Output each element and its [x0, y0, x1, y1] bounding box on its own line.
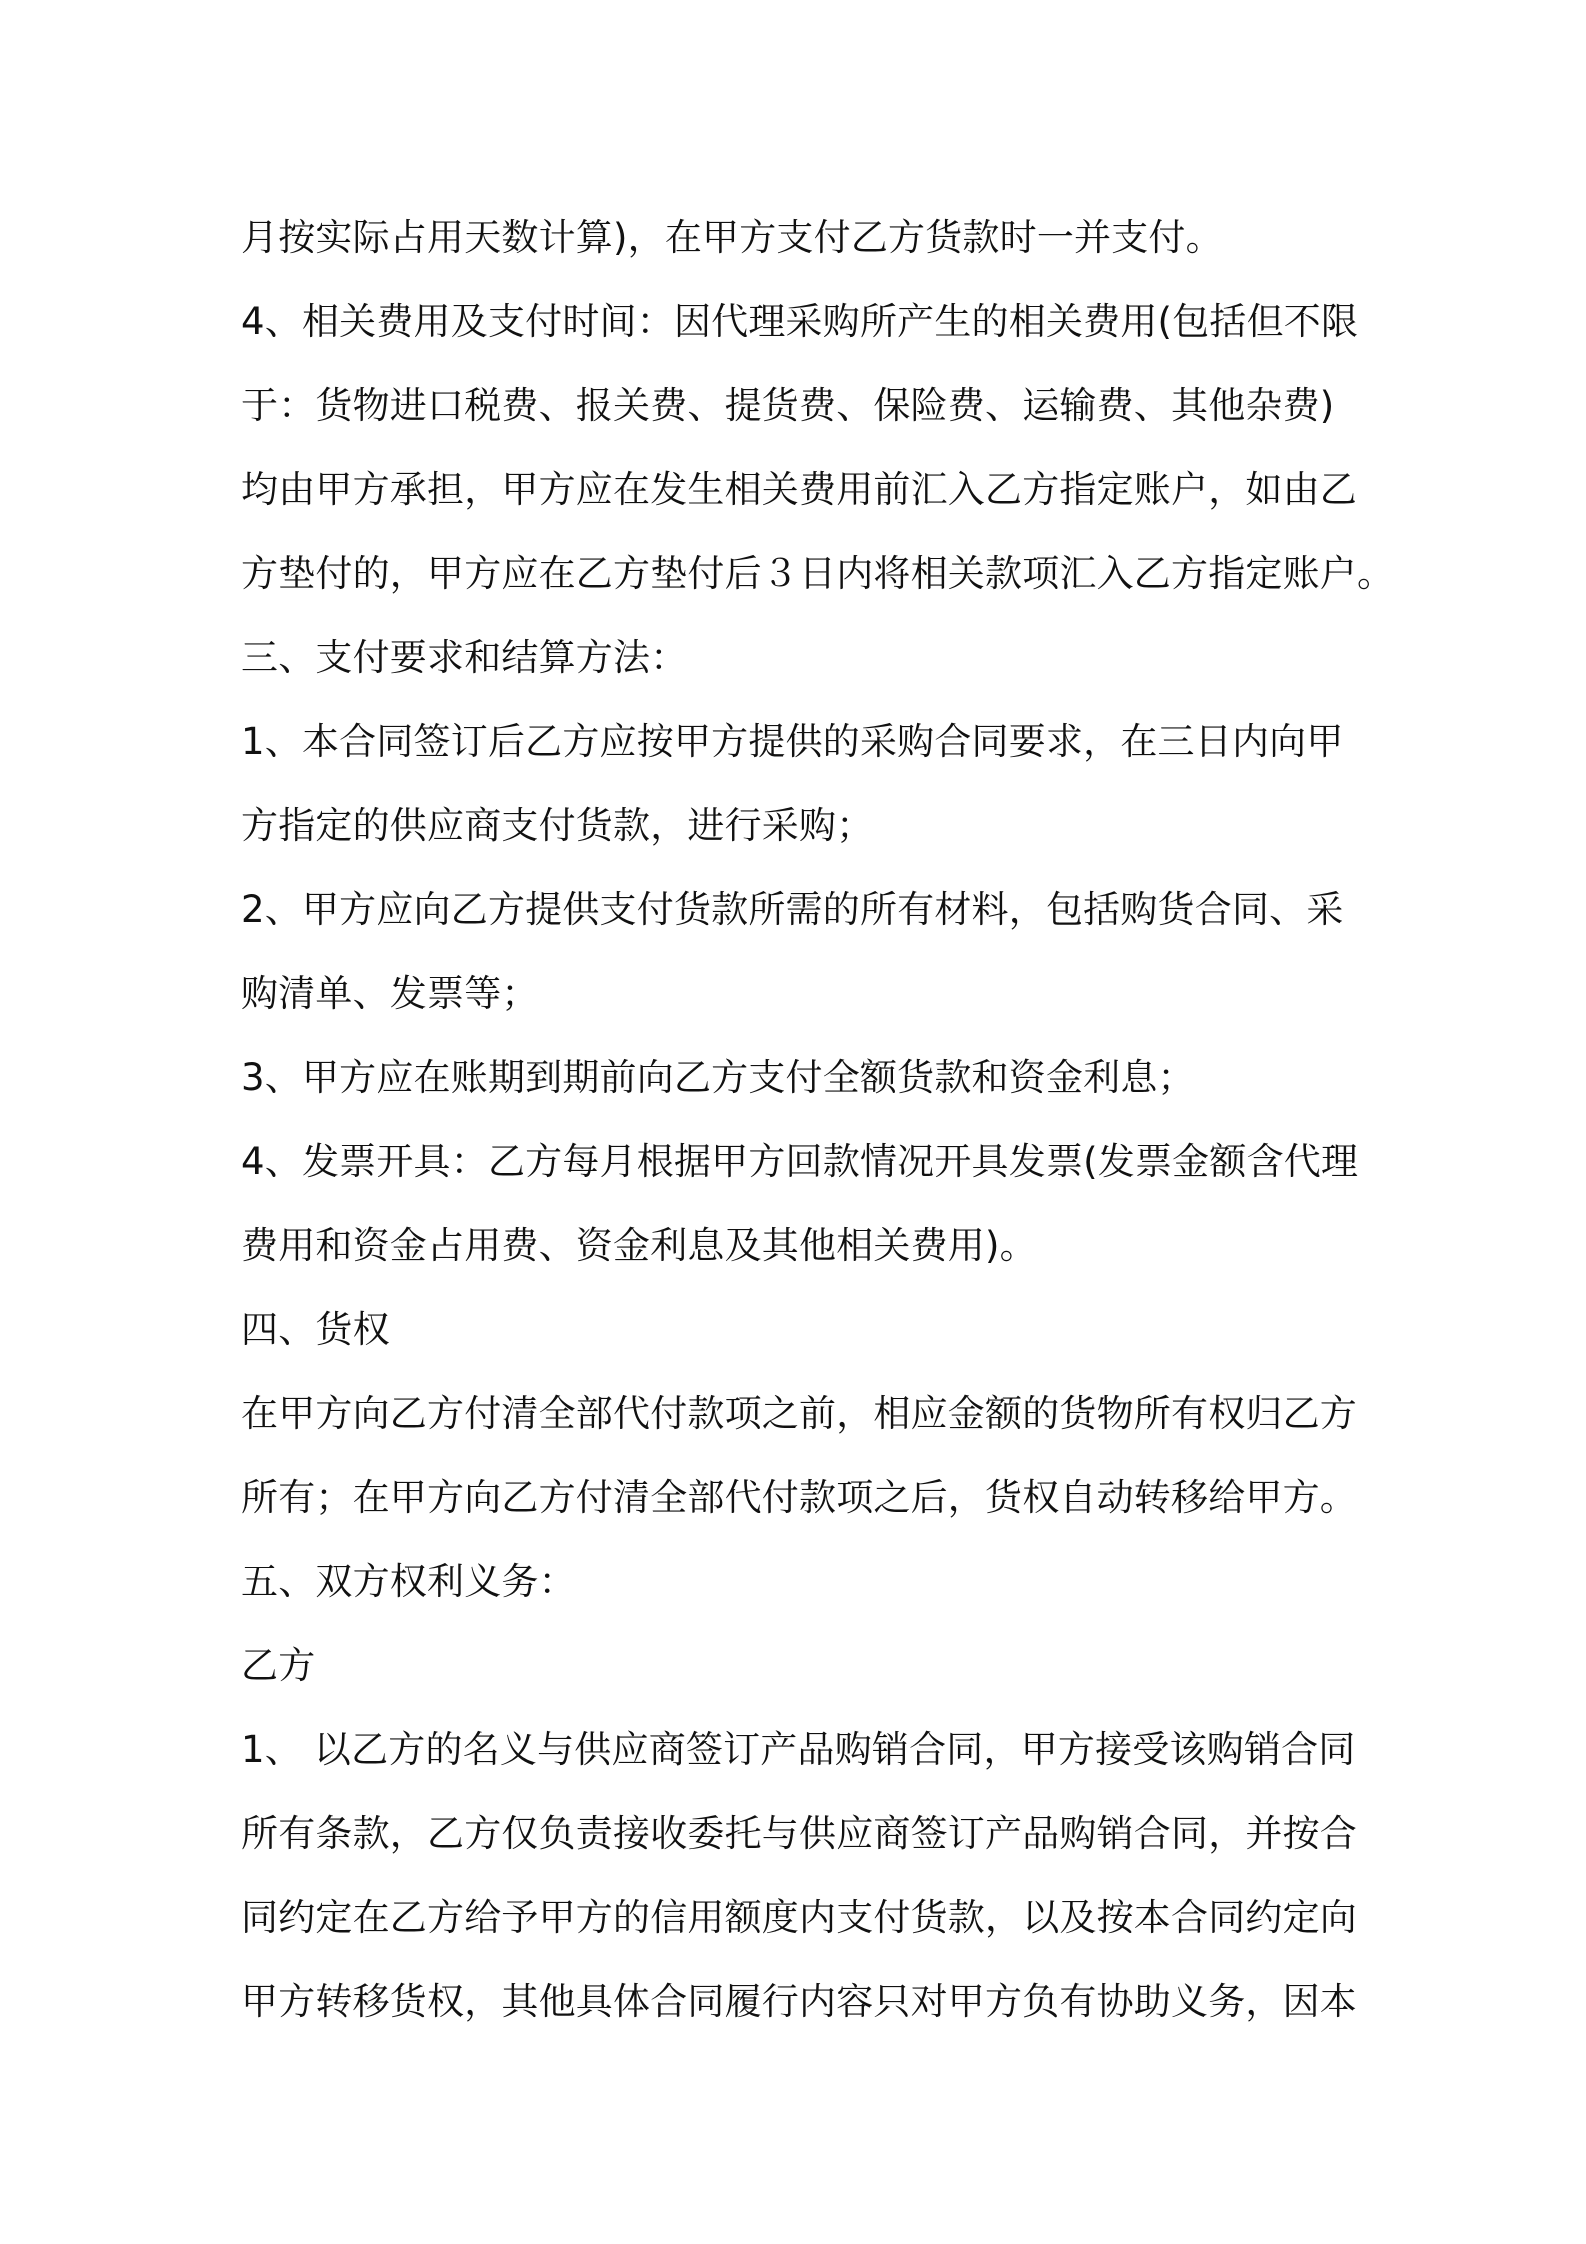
text-line: 3、甲方应在账期到期前向乙方支付全额货款和资金利息； [241, 1056, 1195, 1099]
subheading: 乙方 [241, 1644, 316, 1687]
text-line: 于：货物进口税费、报关费、提货费、保险费、运输费、其他杂费) [241, 384, 1335, 427]
section-heading: 三、支付要求和结算方法： [241, 636, 688, 679]
text-line: 2、甲方应向乙方提供支付货款所需的所有材料，包括购货合同、采 [241, 888, 1344, 931]
text-line: 1、本合同签订后乙方应按甲方提供的采购合同要求，在三日内向甲 [241, 720, 1344, 763]
text-line: 购清单、发票等； [241, 972, 539, 1015]
text-line: 月按实际占用天数计算)，在甲方支付乙方货款时一并支付。 [241, 216, 1223, 259]
text-line: 4、发票开具：乙方每月根据甲方回款情况开具发票(发票金额含代理 [241, 1140, 1359, 1183]
text-line: 甲方转移货权，其他具体合同履行内容只对甲方负有协助义务，因本 [241, 1980, 1357, 2023]
text-line: 费用和资金占用费、资金利息及其他相关费用)。 [241, 1224, 1037, 1267]
document-body [241, 196, 1395, 2044]
text-line: 在甲方向乙方付清全部代付款项之前，相应金额的货物所有权归乙方 [241, 1392, 1357, 1435]
text-line: 4、相关费用及支付时间：因代理采购所产生的相关费用(包括但不限 [241, 300, 1359, 343]
text-line: 方垫付的，甲方应在乙方垫付后３日内将相关款项汇入乙方指定账户。 [241, 552, 1395, 595]
text-line: 所有条款，乙方仅负责接收委托与供应商签订产品购销合同，并按合 [241, 1812, 1357, 1855]
section-heading: 四、货权 [241, 1308, 390, 1351]
text-line: 同约定在乙方给予甲方的信用额度内支付货款，以及按本合同约定向 [241, 1896, 1357, 1939]
text-line: 均由甲方承担，甲方应在发生相关费用前汇入乙方指定账户，如由乙 [241, 468, 1357, 511]
text-line: 方指定的供应商支付货款，进行采购； [241, 804, 874, 847]
text-line: 1、 以乙方的名义与供应商签订产品购销合同，甲方接受该购销合同 [241, 1728, 1356, 1771]
text-line: 所有；在甲方向乙方付清全部代付款项之后，货权自动转移给甲方。 [241, 1476, 1357, 1519]
section-heading: 五、双方权利义务： [241, 1560, 576, 1603]
